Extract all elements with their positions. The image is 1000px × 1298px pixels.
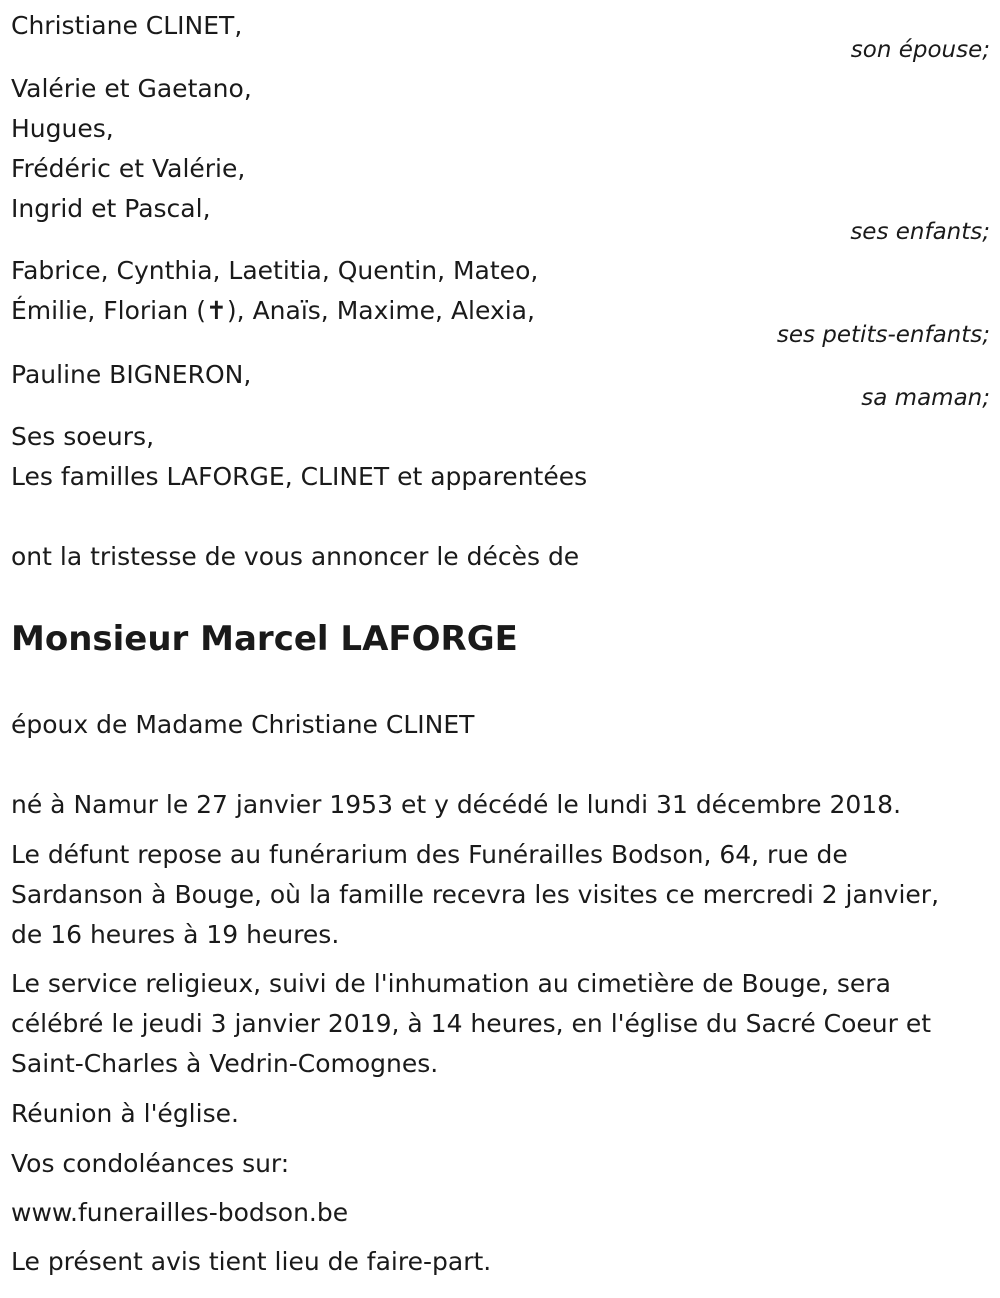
grandchildren-line: Émilie, Florian (✝), Anaïs, Maxime, Alexia,	[11, 296, 535, 325]
grandchildren-role: ses petits-enfants;	[776, 322, 990, 348]
children-line: Frédéric et Valérie,	[11, 154, 246, 183]
children-role: ses enfants;	[850, 219, 990, 245]
children-line: Valérie et Gaetano,	[11, 74, 252, 103]
body-line: Le défunt repose au funérarium des Funérailles Bodson, 64, rue de	[11, 840, 848, 869]
deceased-name: Monsieur Marcel LAFORGE	[11, 619, 518, 659]
mother-role: sa maman;	[861, 385, 990, 411]
body-line: célébré le jeudi 3 janvier 2019, à 14 heures, en l'église du Sacré Coeur et	[11, 1009, 932, 1038]
body-line: Le service religieux, suivi de l'inhumation au cimetière de Bouge, sera	[11, 969, 891, 998]
body-line: Sardanson à Bouge, où la famille recevra les visites ce mercredi 2 janvier,	[11, 880, 940, 909]
others-line: Ses soeurs,	[11, 422, 155, 451]
body-line: Réunion à l'église.	[11, 1099, 239, 1128]
condolences-url: www.funerailles-bodson.be	[11, 1198, 349, 1227]
spouse-name: Christiane CLINET,	[11, 11, 243, 40]
others-line: Les familles LAFORGE, CLINET et apparentées	[11, 462, 588, 491]
body-line: né à Namur le 27 janvier 1953 et y décédé le lundi 31 décembre 2018.	[11, 790, 902, 819]
mother-name: Pauline BIGNERON,	[11, 360, 252, 389]
grandchildren-line: Fabrice, Cynthia, Laetitia, Quentin, Mateo,	[11, 256, 539, 285]
body-line: Saint-Charles à Vedrin-Comognes.	[11, 1049, 439, 1078]
body-line: de 16 heures à 19 heures.	[11, 920, 340, 949]
body-line: Vos condoléances sur:	[11, 1149, 290, 1178]
spouse-of-text: époux de Madame Christiane CLINET	[11, 710, 475, 739]
children-line: Ingrid et Pascal,	[11, 194, 211, 223]
children-line: Hugues,	[11, 114, 114, 143]
spouse-role: son épouse;	[850, 37, 990, 63]
body-line: Le présent avis tient lieu de faire-part.	[11, 1247, 492, 1276]
announcement-text: ont la tristesse de vous annoncer le décès de	[11, 542, 580, 571]
